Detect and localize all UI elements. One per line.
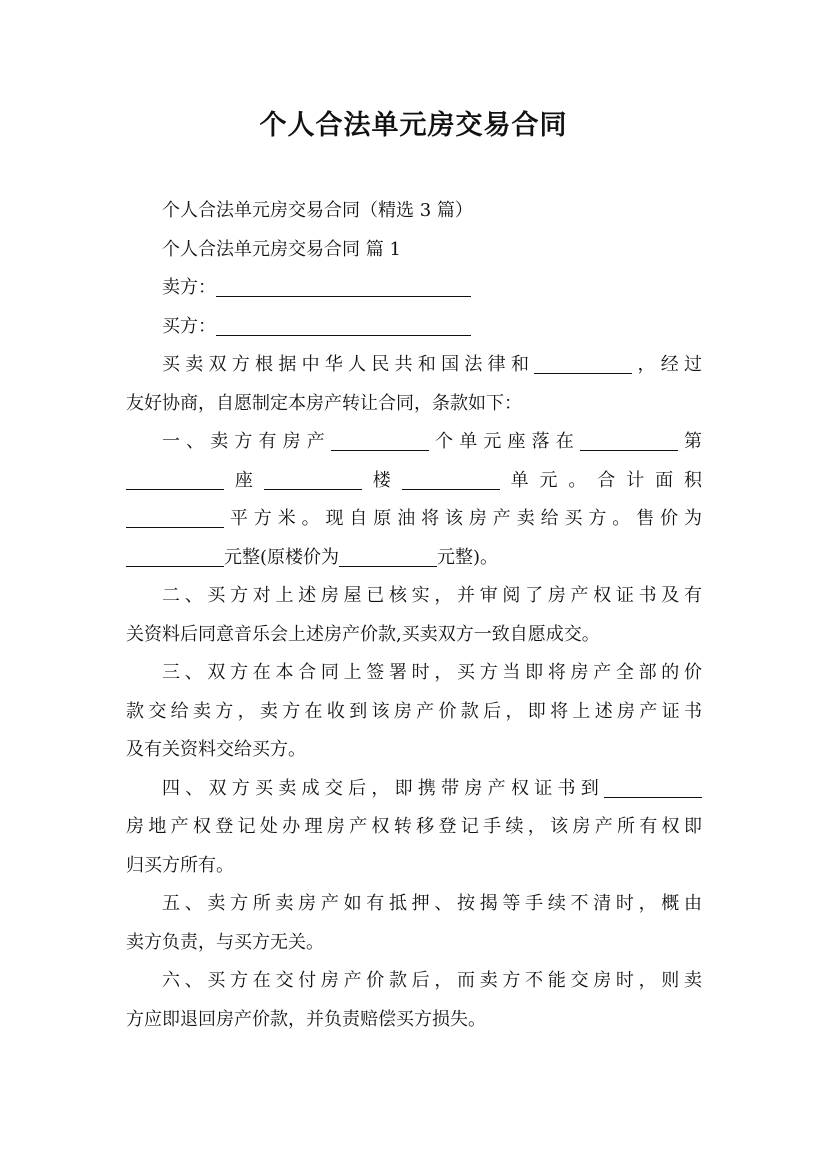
clause3-line-2: 款交给卖方，卖方在收到该房产价款后，即将上述房产证书 [126,700,702,722]
document-title: 个人合法单元房交易合同 [259,110,568,141]
seller-blank[interactable] [216,274,471,297]
original-price-blank[interactable] [339,544,437,567]
clause4-line-2: 房地产权登记处办理房产权转移登记手续，该房产所有权即 [126,816,702,837]
clause1-text-e: 楼 [361,469,402,491]
buyer-line [126,308,702,347]
intro-text-2: ，经过 [632,354,703,375]
law-blank[interactable] [534,351,632,374]
clause1-line-1 [126,423,702,462]
seller-label: 卖方： [162,277,216,298]
section-heading: 个人合法单元房交易合同 篇 1 [162,238,401,260]
clause6-line-2: 方应即退回房产价款，并负责赔偿买方损失。 [126,1008,486,1030]
buyer-blank[interactable] [216,313,471,336]
floor-blank[interactable] [264,467,362,490]
clause1-line-4 [126,539,702,578]
price-blank[interactable] [126,544,224,567]
clause2-line-1: 二、买方对上述房屋已核实，并审阅了房产权证书及有 [162,585,702,606]
clause1-text-f: 单元。合计面积 [499,469,703,491]
area-blank[interactable] [126,505,224,528]
intro-text-1: 买卖双方根据中华人民共和国法律和 [162,354,535,375]
clause5-line-1: 五、卖方所卖房产如有抵押、按揭等手续不清时，概由 [162,893,702,914]
clause1-text-d: 座 [224,469,264,491]
registry-blank[interactable] [604,775,702,798]
clause1-line-3 [126,500,702,539]
document-body [126,192,702,1039]
intro-line-1 [126,346,702,385]
clause1-line-2 [126,462,702,501]
clause4-text-1: 四、双方买卖成交后，即携带房产权证书到 [162,777,604,799]
clause3-line-1: 三、双方在本合同上签署时，买方当即将房产全部的价 [162,662,702,683]
clause6-line-1: 六、买方在交付房产价款后，而卖方不能交房时，则卖 [162,970,702,991]
clause1-text-a: 一、卖方有房产 [162,431,331,452]
clause1-text-g: 平方米。现自原油将该房产卖给买方。售价为 [224,508,702,529]
clause3-line-3: 及有关资料交给买方。 [126,739,306,760]
unit-blank[interactable] [402,467,500,490]
property-count-blank[interactable] [331,428,429,451]
clause2-line-2: 关资料后同意音乐会上述房产价款,买卖双方一致自愿成交。 [126,623,600,645]
clause1-text-b: 个单元座落在 [428,431,580,452]
location-blank[interactable] [580,428,678,451]
clause4-line-3: 归买方所有。 [126,854,234,876]
seller-line [126,269,702,308]
clause1-text-i: 元整)。 [437,546,499,568]
clause1-text-c: 第 [677,431,703,452]
buyer-label: 买方： [162,315,216,337]
intro-line-2: 友好协商，自愿制定本房产转让合同，条款如下： [126,392,522,414]
subtitle: 个人合法单元房交易合同（精选 3 篇） [162,200,473,221]
building-blank[interactable] [126,467,224,490]
clause5-line-2: 卖方负责，与买方无关。 [126,931,324,953]
clause1-text-h: 元整(原楼价为 [224,546,340,568]
clause4-line-1 [126,770,702,809]
